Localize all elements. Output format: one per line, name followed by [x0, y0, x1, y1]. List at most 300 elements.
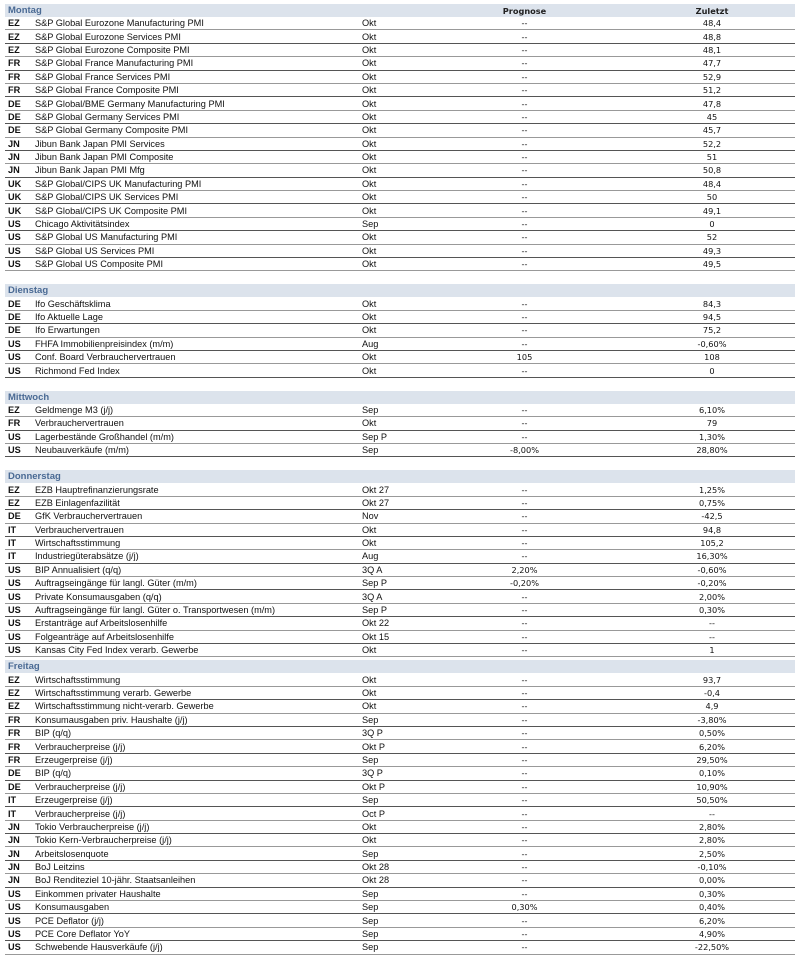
table-row	[5, 44, 795, 57]
forecast-value: --	[521, 338, 528, 349]
table-row	[5, 617, 795, 630]
period: Sep	[362, 754, 379, 765]
forecast-value: --	[521, 808, 528, 819]
indicator-name: Wirtschaftsstimmung nicht-verarb. Gewerbe	[35, 701, 214, 712]
period: Okt	[362, 325, 377, 336]
day-label: Montag	[8, 5, 42, 16]
forecast-value: --	[521, 821, 528, 832]
forecast-value: --	[521, 848, 528, 859]
last-value: 29,50%	[696, 754, 728, 765]
table-row	[5, 151, 795, 164]
country-code: DE	[8, 312, 21, 322]
table-row	[5, 71, 795, 84]
forecast-value: --	[521, 219, 528, 230]
last-value: -0,10%	[697, 862, 727, 873]
country-code: JN	[8, 821, 20, 832]
indicator-name: Konsumausgaben priv. Haushalte (j/j)	[35, 714, 188, 725]
indicator-name: BoJ Leitzins	[35, 862, 85, 873]
section-spacer	[5, 378, 795, 391]
indicator-name: S&P Global US Services PMI	[35, 245, 155, 256]
forecast-value: --	[521, 138, 528, 149]
indicator-name: S&P Global France Composite PMI	[35, 85, 179, 96]
day-header	[5, 660, 795, 673]
country-code: US	[8, 605, 21, 616]
day-rows	[5, 17, 795, 271]
period: Okt	[362, 687, 377, 698]
table-row	[5, 604, 795, 617]
table-row	[5, 874, 795, 887]
forecast-value: --	[521, 687, 528, 698]
table-row	[5, 510, 795, 523]
period: 3Q P	[362, 768, 383, 779]
period: Okt	[362, 701, 377, 712]
table-row	[5, 941, 795, 954]
indicator-name: S&P Global/CIPS UK Manufacturing PMI	[35, 178, 202, 189]
forecast-value: --	[521, 645, 528, 656]
forecast-value: --	[521, 125, 528, 136]
last-value: 94,8	[702, 524, 722, 535]
forecast-value: --	[521, 44, 528, 55]
last-value: 0,30%	[698, 605, 725, 616]
forecast-value: --	[521, 929, 528, 940]
forecast-value: --	[521, 942, 528, 953]
indicator-name: Folgeanträge auf Arbeitslosenhilfe	[35, 631, 174, 642]
forecast-value: 2,20%	[511, 564, 538, 575]
indicator-name: Verbrauchervertrauen	[35, 418, 124, 429]
table-row	[5, 351, 795, 364]
last-value: 47,7	[702, 58, 722, 69]
period: Okt	[362, 352, 377, 363]
country-code: FR	[8, 741, 21, 752]
country-code: FR	[8, 58, 21, 69]
country-code: DE	[8, 125, 21, 136]
period: Okt	[362, 538, 377, 549]
country-code: IT	[8, 795, 17, 806]
day-section-donnerstag	[5, 470, 795, 657]
table-row	[5, 754, 795, 767]
last-value: 1,30%	[698, 431, 725, 442]
last-value: -0,60%	[697, 564, 727, 575]
last-value: 79	[706, 418, 718, 429]
country-code: JN	[8, 138, 20, 149]
last-value: -0,60%	[697, 338, 727, 349]
table-row	[5, 30, 795, 43]
last-value: 48,1	[702, 44, 722, 55]
indicator-name: Einkommen privater Haushalte	[35, 888, 161, 899]
table-row	[5, 111, 795, 124]
table-row	[5, 324, 795, 337]
country-code: EZ	[8, 687, 20, 698]
country-code: UK	[8, 192, 22, 203]
day-header	[5, 391, 795, 404]
indicator-name: Jibun Bank Japan PMI Mfg	[35, 165, 145, 176]
forecast-value: --	[521, 875, 528, 886]
indicator-name: Ifo Geschäftsklima	[35, 298, 111, 309]
day-label: Mittwoch	[8, 391, 50, 403]
period: Okt	[362, 165, 377, 176]
country-code: US	[8, 578, 21, 589]
section-spacer	[5, 457, 795, 470]
indicator-name: S&P Global Eurozone Manufacturing PMI	[35, 18, 204, 29]
forecast-value: --	[521, 795, 528, 806]
last-value: 48,4	[702, 178, 722, 189]
forecast-value: -8,00%	[510, 445, 539, 456]
period: Okt	[362, 111, 377, 122]
forecast-value: --	[521, 85, 528, 96]
indicator-name: Verbraucherpreise (j/j)	[35, 741, 126, 752]
period: Sep P	[362, 431, 388, 442]
forecast-value: --	[521, 298, 528, 309]
day-section-dienstag	[5, 284, 795, 377]
day-section-montag	[5, 4, 795, 271]
table-row	[5, 914, 795, 927]
day-rows	[5, 673, 795, 954]
table-row	[5, 781, 795, 794]
period: 3Q P	[362, 728, 383, 739]
day-label: Dienstag	[8, 285, 49, 297]
indicator-name: BIP Annualisiert (q/q)	[35, 564, 122, 575]
country-code: DE	[8, 325, 21, 336]
forecast-value: --	[521, 862, 528, 873]
last-value: 2,50%	[698, 848, 725, 859]
country-code: EZ	[8, 701, 20, 712]
period: Okt	[362, 44, 377, 55]
indicator-name: FHFA Immobilienpreisindex (m/m)	[35, 338, 174, 349]
country-code: DE	[8, 111, 21, 122]
table-row	[5, 245, 795, 258]
day-header	[5, 470, 795, 483]
forecast-value: --	[521, 631, 528, 642]
forecast-value: --	[521, 741, 528, 752]
forecast-value: --	[521, 205, 528, 216]
day-rows	[5, 483, 795, 657]
last-value: 75,2	[702, 325, 722, 336]
country-code: IT	[8, 538, 17, 549]
country-code: UK	[8, 205, 22, 216]
period: Oct P	[362, 808, 385, 819]
country-code: FR	[8, 754, 21, 765]
section-spacer	[5, 271, 795, 284]
forecast-value: --	[521, 152, 528, 163]
table-row	[5, 97, 795, 110]
indicator-name: EZB Einlagenfazilität	[35, 497, 120, 508]
table-row	[5, 297, 795, 310]
country-code: US	[8, 219, 21, 230]
forecast-value: --	[521, 618, 528, 629]
country-code: JN	[8, 862, 20, 873]
last-value: 0,10%	[698, 768, 725, 779]
period: Nov	[362, 511, 379, 522]
period: Okt	[362, 821, 377, 832]
indicator-name: S&P Global Germany Services PMI	[35, 111, 180, 122]
indicator-name: S&P Global/CIPS UK Composite PMI	[35, 205, 187, 216]
indicator-name: Erzeugerpreise (j/j)	[35, 795, 113, 806]
country-code: US	[8, 232, 21, 243]
indicator-name: S&P Global France Manufacturing PMI	[35, 58, 194, 69]
last-value: 6,10%	[698, 404, 725, 415]
last-column-header: Zuletzt	[695, 5, 729, 16]
table-row	[5, 794, 795, 807]
country-code: EZ	[8, 674, 20, 685]
last-value: 0,00%	[698, 875, 725, 886]
last-value: 2,00%	[698, 591, 725, 602]
indicator-name: Lagerbestände Großhandel (m/m)	[35, 431, 174, 442]
table-row	[5, 928, 795, 941]
period: Okt	[362, 125, 377, 136]
table-row	[5, 57, 795, 70]
period: Okt	[362, 71, 377, 82]
country-code: FR	[8, 71, 21, 82]
last-value: 84,3	[702, 298, 722, 309]
period: Sep P	[362, 578, 388, 589]
country-code: EZ	[8, 484, 20, 495]
day-header	[5, 284, 795, 297]
period: Sep	[362, 404, 379, 415]
table-row	[5, 590, 795, 603]
country-code: US	[8, 245, 21, 256]
period: Sep	[362, 848, 379, 859]
last-value: -0,4	[704, 687, 720, 698]
period: Okt	[362, 645, 377, 656]
forecast-value: --	[521, 497, 528, 508]
last-value: 0,30%	[698, 888, 725, 899]
table-row	[5, 550, 795, 563]
forecast-value: 105	[516, 352, 533, 363]
period: Sep P	[362, 605, 388, 616]
indicator-name: Ifo Erwartungen	[35, 325, 100, 336]
period: Okt	[362, 259, 377, 270]
table-row	[5, 124, 795, 137]
country-code: IT	[8, 808, 17, 819]
day-header	[5, 4, 795, 17]
table-row	[5, 644, 795, 657]
forecast-value: --	[521, 245, 528, 256]
forecast-column-header: Prognose	[502, 5, 547, 16]
period: Okt	[362, 31, 377, 42]
indicator-name: Jibun Bank Japan PMI Composite	[35, 152, 174, 163]
forecast-value: --	[521, 835, 528, 846]
period: Okt	[362, 245, 377, 256]
indicator-name: Chicago Aktivitätsindex	[35, 219, 130, 230]
last-value: 52	[706, 232, 718, 243]
indicator-name: Wirtschaftsstimmung	[35, 674, 121, 685]
country-code: DE	[8, 511, 21, 522]
table-row	[5, 714, 795, 727]
forecast-value: --	[521, 524, 528, 535]
country-code: US	[8, 929, 21, 940]
last-value: 48,8	[702, 31, 722, 42]
table-row	[5, 687, 795, 700]
period: Aug	[362, 551, 379, 562]
table-row	[5, 138, 795, 151]
period: Okt	[362, 312, 377, 322]
last-value: -3,80%	[697, 714, 727, 725]
country-code: EZ	[8, 18, 20, 29]
indicator-name: BIP (q/q)	[35, 768, 72, 779]
country-code: FR	[8, 418, 21, 429]
indicator-name: Auftragseingänge für langl. Güter (m/m)	[35, 578, 197, 589]
indicator-name: Tokio Kern-Verbraucherpreise (j/j)	[35, 835, 172, 846]
table-row	[5, 311, 795, 324]
last-value: 45	[706, 111, 718, 122]
country-code: US	[8, 445, 21, 456]
table-row	[5, 821, 795, 834]
indicator-name: Konsumausgaben	[35, 902, 110, 913]
forecast-value: --	[521, 484, 528, 495]
table-row	[5, 497, 795, 510]
indicator-name: Private Konsumausgaben (q/q)	[35, 591, 162, 602]
last-value: -22,50%	[694, 942, 730, 953]
table-row	[5, 767, 795, 780]
last-value: --	[709, 631, 715, 642]
last-value: 1,25%	[698, 484, 725, 495]
forecast-value: --	[521, 192, 528, 203]
indicator-name: Wirtschaftsstimmung	[35, 538, 121, 549]
country-code: JN	[8, 165, 20, 176]
forecast-value: --	[521, 165, 528, 176]
country-code: US	[8, 564, 21, 575]
indicator-name: Tokio Verbraucherpreise (j/j)	[35, 821, 150, 832]
last-value: 45,7	[702, 125, 722, 136]
period: Sep	[362, 929, 379, 940]
table-row	[5, 191, 795, 204]
day-rows	[5, 404, 795, 458]
table-row	[5, 901, 795, 914]
period: 3Q A	[362, 591, 383, 602]
last-value: 50,8	[702, 165, 722, 176]
country-code: UK	[8, 178, 22, 189]
last-value: 50,50%	[696, 795, 728, 806]
country-code: US	[8, 352, 21, 363]
table-row	[5, 861, 795, 874]
last-value: 6,20%	[698, 741, 725, 752]
table-row	[5, 231, 795, 244]
indicator-name: Industriegüterabsätze (j/j)	[35, 551, 139, 562]
forecast-value: --	[521, 325, 528, 336]
country-code: JN	[8, 152, 20, 163]
last-value: --	[709, 808, 715, 819]
forecast-value: --	[521, 58, 528, 69]
forecast-value: 0,30%	[511, 902, 538, 913]
forecast-value: --	[521, 714, 528, 725]
indicator-name: S&P Global Eurozone Composite PMI	[35, 44, 190, 55]
table-row	[5, 218, 795, 231]
indicator-name: BoJ Renditeziel 10-jähr. Staatsanleihen	[35, 875, 196, 886]
country-code: US	[8, 888, 21, 899]
forecast-value: --	[521, 31, 528, 42]
indicator-name: PCE Core Deflator YoY	[35, 929, 130, 940]
table-row	[5, 178, 795, 191]
country-code: DE	[8, 98, 21, 109]
table-row	[5, 834, 795, 847]
period: Sep	[362, 219, 379, 230]
last-value: 4,9	[705, 701, 719, 712]
indicator-name: Verbraucherpreise (j/j)	[35, 808, 126, 819]
last-value: 2,80%	[698, 821, 725, 832]
country-code: EZ	[8, 31, 20, 42]
indicator-name: Verbrauchervertrauen	[35, 524, 124, 535]
forecast-value: -0,20%	[510, 578, 539, 589]
country-code: US	[8, 902, 21, 913]
table-row	[5, 417, 795, 430]
forecast-value: --	[521, 111, 528, 122]
period: Okt 27	[362, 484, 390, 495]
country-code: US	[8, 365, 21, 376]
forecast-value: --	[521, 18, 528, 29]
period: Okt	[362, 418, 377, 429]
forecast-value: --	[521, 98, 528, 109]
indicator-name: Verbraucherpreise (j/j)	[35, 781, 126, 792]
day-rows	[5, 297, 795, 377]
day-label: Freitag	[8, 661, 40, 673]
indicator-name: Neubauverkäufe (m/m)	[35, 445, 129, 456]
table-row	[5, 483, 795, 496]
table-row	[5, 204, 795, 217]
forecast-value: --	[521, 605, 528, 616]
forecast-value: --	[521, 365, 528, 376]
forecast-value: --	[521, 728, 528, 739]
last-value: 2,80%	[698, 835, 725, 846]
last-value: 48,4	[702, 18, 722, 29]
indicator-name: Ifo Aktuelle Lage	[35, 312, 103, 322]
indicator-name: Jibun Bank Japan PMI Services	[35, 138, 165, 149]
indicator-name: Conf. Board Verbrauchervertrauen	[35, 352, 176, 363]
period: Okt	[362, 138, 377, 149]
last-value: 52,2	[702, 138, 722, 149]
forecast-value: --	[521, 232, 528, 243]
forecast-value: --	[521, 915, 528, 926]
last-value: 0,40%	[698, 902, 725, 913]
indicator-name: S&P Global Germany Composite PMI	[35, 125, 189, 136]
forecast-value: --	[521, 781, 528, 792]
table-row	[5, 537, 795, 550]
country-code: IT	[8, 524, 17, 535]
last-value: 49,1	[702, 205, 722, 216]
table-row	[5, 338, 795, 351]
indicator-name: S&P Global France Services PMI	[35, 71, 171, 82]
period: Okt	[362, 85, 377, 96]
country-code: FR	[8, 728, 21, 739]
indicator-name: PCE Deflator (j/j)	[35, 915, 104, 926]
last-value: 1	[709, 645, 715, 656]
country-code: US	[8, 259, 21, 270]
indicator-name: Arbeitslosenquote	[35, 848, 109, 859]
country-code: DE	[8, 768, 21, 779]
last-value: 10,90%	[696, 781, 728, 792]
country-code: US	[8, 631, 21, 642]
last-value: 93,7	[702, 674, 722, 685]
last-value: 16,30%	[696, 551, 728, 562]
country-code: US	[8, 618, 21, 629]
period: Okt	[362, 18, 377, 29]
forecast-value: --	[521, 538, 528, 549]
last-value: 51,2	[702, 85, 722, 96]
last-value: 49,5	[702, 259, 722, 270]
country-code: US	[8, 942, 21, 953]
table-row	[5, 84, 795, 97]
indicator-name: S&P Global/CIPS UK Services PMI	[35, 192, 179, 203]
forecast-value: --	[521, 551, 528, 562]
last-value: 105,2	[700, 538, 724, 549]
table-row	[5, 807, 795, 820]
last-value: --	[709, 618, 715, 629]
period: Okt	[362, 178, 377, 189]
period: Aug	[362, 338, 379, 349]
period: Okt 15	[362, 631, 390, 642]
indicator-name: S&P Global US Composite PMI	[35, 259, 163, 270]
forecast-value: --	[521, 591, 528, 602]
period: Okt	[362, 152, 377, 163]
